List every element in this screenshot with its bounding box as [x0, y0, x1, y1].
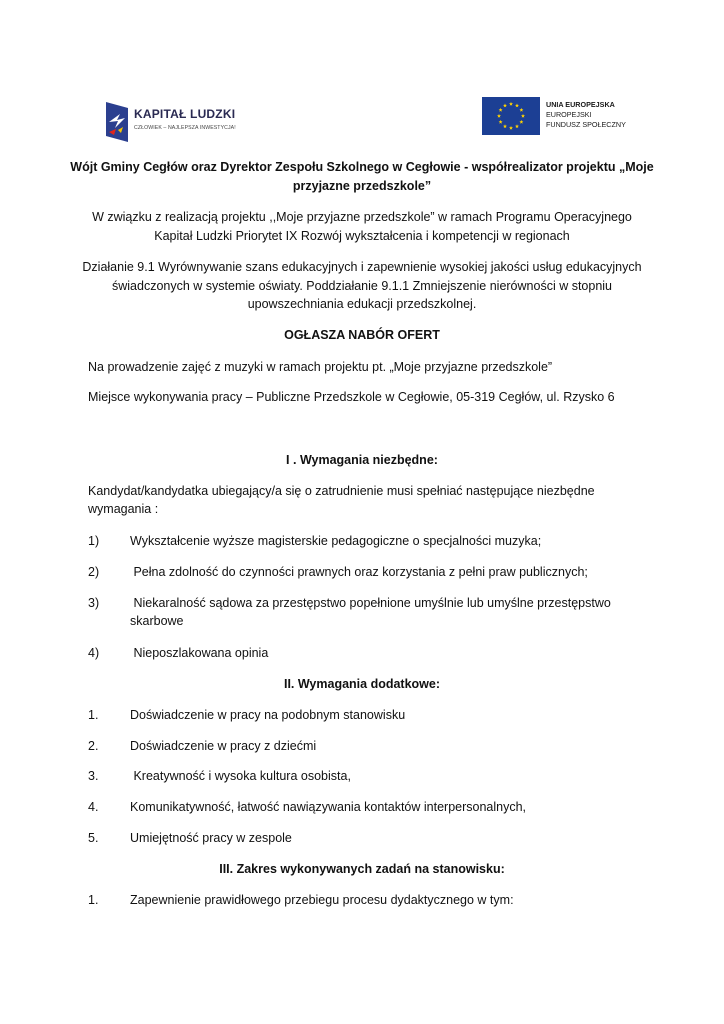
intro-line-2: Kapitał Ludzki Priorytet IX Rozwój wykształcenia i kompetencji w regionach — [154, 229, 570, 243]
section-1-intro-line-1: Kandydat/kandydatka ubiegający/a się o zatrudnienie musi spełniać następujące niezbędne — [88, 484, 595, 498]
intro-line-1: W związku z realizacją projektu ,,Moje przyjazne przedszkole” w ramach Programu Operacyjnego — [92, 210, 632, 224]
section-1-item-4-number: 4) — [88, 646, 100, 660]
section-2-item-4-number: 4. — [88, 800, 99, 814]
kapital-ludzki-emblem-icon — [106, 102, 128, 142]
kapital-ludzki-subtitle: CZŁOWIEK – NAJLEPSZA INWESTYCJA! — [134, 125, 236, 131]
section-2-item-4-text: Komunikatywność, łatwość nawiązywania kontaktów interpersonalnych, — [130, 800, 527, 814]
section-1-item-3-text-line-1: Niekaralność sądowa za przestępstwo popełnione umyślnie lub umyślne przestępstwo — [130, 596, 611, 610]
action-line-3: upowszechniania edukacji przedszkolnej. — [247, 297, 477, 311]
kapital-ludzki-title: KAPITAŁ LUDZKI — [134, 107, 236, 121]
section-2-item-2-number: 2. — [88, 739, 99, 753]
section-1-item-1-number: 1) — [88, 534, 100, 548]
section-3-item-1-number: 1. — [88, 893, 99, 907]
section-2-item-3-number: 3. — [88, 769, 99, 783]
section-1-item-3-text-line-2: skarbowe — [130, 614, 184, 628]
section-1-heading: I . Wymagania niezbędne: — [286, 453, 438, 467]
announcement-heading: OGŁASZA NABÓR OFERT — [284, 328, 440, 342]
section-1-intro-line-2: wymagania : — [88, 502, 159, 516]
section-2-item-3-text: Kreatywność i wysoka kultura osobista, — [130, 769, 351, 783]
action-line-1: Działanie 9.1 Wyrównywanie szans edukacyjnych i zapewnienie wysokiej jakości usług edukacyjnych — [82, 260, 642, 274]
section-1-item-2-number: 2) — [88, 565, 100, 579]
section-2-item-1-number: 1. — [88, 708, 99, 722]
eu-efs-logo — [482, 97, 642, 137]
section-1-item-1-text: Wykształcenie wyższe magisterskie pedagogiczne o specjalności muzyka; — [130, 534, 542, 548]
section-1-item-3-number: 3) — [88, 596, 100, 610]
eu-logo-line-1: UNIA EUROPEJSKA — [546, 100, 615, 109]
document-title-line-2: przyjazne przedszkole” — [292, 179, 432, 193]
section-2-heading: II. Wymagania dodatkowe: — [283, 677, 441, 691]
section-3-item-1-text: Zapewnienie prawidłowego przebiegu procesu dydaktycznego w tym: — [130, 893, 514, 907]
section-2-item-5-number: 5. — [88, 831, 99, 845]
position-text: Na prowadzenie zajęć z muzyki w ramach projektu pt. „Moje przyjazne przedszkole” — [88, 360, 553, 374]
eu-flag-icon — [482, 97, 540, 135]
section-3-heading: III. Zakres wykonywanych zadań na stanowisku: — [219, 862, 505, 876]
kapital-ludzki-logo — [106, 100, 246, 144]
section-2-item-1-text: Doświadczenie w pracy na podobnym stanowisku — [130, 708, 406, 722]
section-1-item-4-text: Nieposzlakowana opinia — [130, 646, 269, 660]
eu-logo-line-3: FUNDUSZ SPOŁECZNY — [546, 120, 626, 129]
workplace-text: Miejsce wykonywania pracy – Publiczne Przedszkole w Cegłowie, 05-319 Cegłów, ul. Rzysko 6 — [88, 390, 615, 404]
document-title-line-1: Wójt Gminy Cegłów oraz Dyrektor Zespołu Szkolnego w Cegłowie - współrealizator projektu „Moje — [70, 160, 654, 174]
section-2-item-5-text: Umiejętność pracy w zespole — [130, 831, 292, 845]
eu-logo-text — [546, 100, 626, 130]
section-2-item-2-text: Doświadczenie w pracy z dziećmi — [130, 739, 317, 753]
action-line-2: świadczonych w systemie oświaty. Poddziałanie 9.1.1 Zmniejszenie nierówności w stopniu — [112, 279, 612, 293]
section-1-item-2-text: Pełna zdolność do czynności prawnych oraz korzystania z pełni praw publicznych; — [130, 565, 588, 579]
eu-logo-line-2: EUROPEJSKI — [546, 110, 592, 119]
